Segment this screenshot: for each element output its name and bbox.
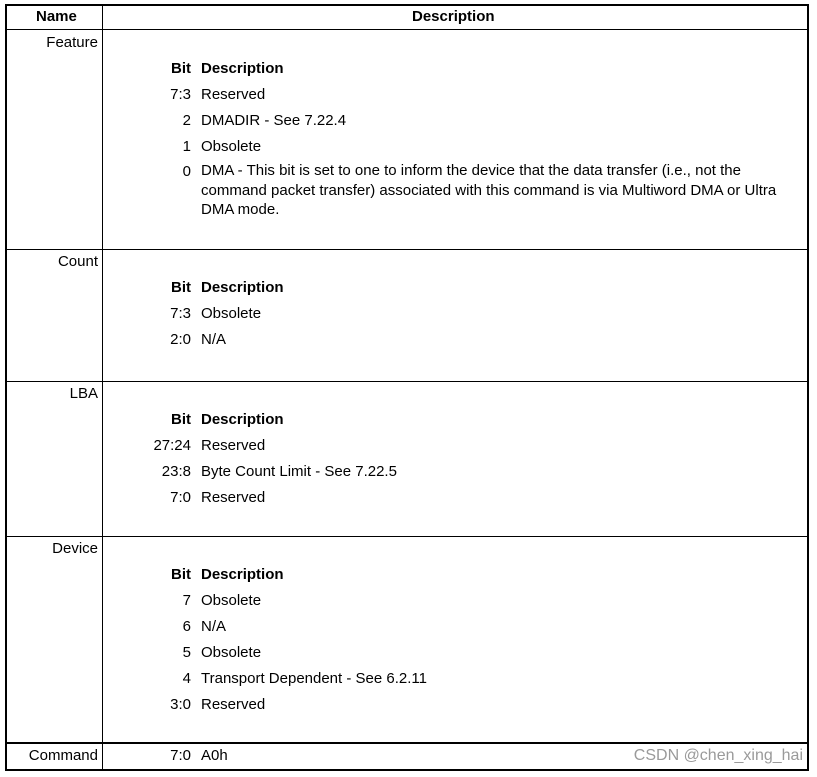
- bit-value: 27:24: [153, 437, 191, 454]
- bit-value: 7: [182, 592, 191, 609]
- row-name-feature: Feature: [46, 34, 98, 51]
- bit-description: Reserved: [201, 489, 266, 506]
- row-divider: [5, 381, 809, 382]
- bit-description: Reserved: [201, 696, 266, 713]
- bit-description: DMADIR - See 7.22.4: [201, 112, 347, 129]
- sub-header-bit: Bit: [171, 279, 191, 296]
- bit-description: Obsolete: [201, 138, 262, 155]
- bit-value: 6: [182, 618, 191, 635]
- bit-description: Obsolete: [201, 592, 262, 609]
- bit-value: 0: [182, 163, 191, 180]
- bit-value: 1: [182, 138, 191, 155]
- sub-header-bit: Bit: [171, 566, 191, 583]
- bit-value: 3:0: [170, 696, 191, 713]
- bit-description: Obsolete: [201, 305, 262, 322]
- bit-value: 7:0: [170, 747, 191, 764]
- bit-description: Reserved: [201, 437, 266, 454]
- row-name-lba: LBA: [69, 385, 98, 402]
- bit-value: 7:3: [170, 86, 191, 103]
- header-name: Name: [36, 8, 77, 25]
- bit-value: 23:8: [161, 463, 191, 480]
- bit-description: Reserved: [201, 86, 266, 103]
- bit-value: 4: [182, 670, 191, 687]
- bit-description: Obsolete: [201, 644, 262, 661]
- bit-description: Transport Dependent - See 6.2.11: [201, 670, 427, 687]
- row-name-device: Device: [52, 540, 98, 557]
- row-divider: [5, 249, 809, 250]
- sub-header-bit: Bit: [171, 411, 191, 428]
- sub-header-description: Description: [201, 279, 284, 296]
- sub-header-description: Description: [201, 566, 284, 583]
- row-divider: [5, 536, 809, 537]
- command-value: A0h: [201, 747, 228, 764]
- bit-description: Byte Count Limit - See 7.22.5: [201, 463, 397, 480]
- watermark: CSDN @chen_xing_hai: [633, 747, 803, 764]
- row-name-count: Count: [57, 253, 98, 270]
- sub-header-bit: Bit: [171, 60, 191, 77]
- bit-value: 2:0: [170, 331, 191, 348]
- row-name-command: Command: [28, 747, 98, 764]
- header-divider: [5, 29, 809, 30]
- sub-header-description: Description: [201, 60, 284, 77]
- bit-description: N/A: [201, 618, 227, 635]
- bit-value: 2: [182, 112, 191, 129]
- bit-value: 7:3: [170, 305, 191, 322]
- bit-description: N/A: [201, 331, 227, 348]
- column-divider: [102, 4, 103, 771]
- bit-value: 7:0: [170, 489, 191, 506]
- bit-description: DMA - This bit is set to one to inform the device that the data transfer (i.e., not the command packet transfer) associated with this command is via Multiword DMA or Ultra DMA mode.: [201, 162, 777, 218]
- row-divider: [5, 742, 809, 744]
- sub-header-description: Description: [201, 411, 284, 428]
- header-description: Description: [412, 8, 495, 25]
- bit-value: 5: [182, 644, 191, 661]
- command-table: [5, 4, 809, 771]
